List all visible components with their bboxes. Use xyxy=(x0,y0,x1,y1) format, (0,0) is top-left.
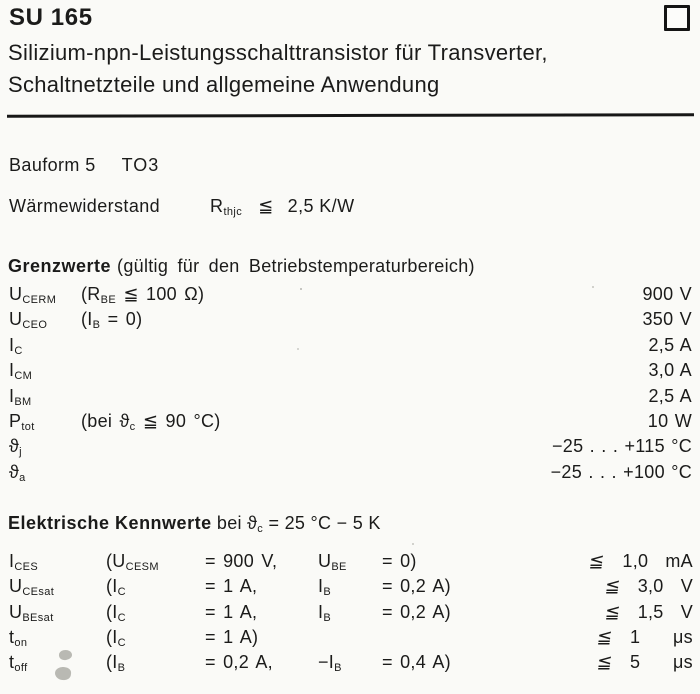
param-value: 3,0 A xyxy=(648,360,692,381)
condition-symbol-2: $U_{BE}$ xyxy=(318,551,347,573)
table-row xyxy=(9,309,692,334)
limit-unit: μs xyxy=(673,626,693,647)
param-symbol: $U_{CEsat}$ xyxy=(9,576,55,599)
param-symbol: $U_{BEsat}$ xyxy=(9,601,54,624)
page-title: SU 165 xyxy=(9,4,93,31)
limit-number: 1,5 xyxy=(637,601,664,622)
param-value: 2,5 A xyxy=(648,385,692,406)
condition-symbol: ($I_C$ xyxy=(106,626,126,649)
param-symbol: $U_{CEO}$ xyxy=(9,309,48,332)
condition-value-2: = 0) xyxy=(382,551,417,571)
package-type: TO3 xyxy=(121,155,160,175)
param-value: 350 V xyxy=(642,309,692,330)
table-row xyxy=(9,602,693,627)
condition-value-2: = 0,2 A) xyxy=(382,601,451,622)
table-row xyxy=(9,652,693,677)
param-value: 10 W xyxy=(647,410,692,431)
thermal-value: 2,5 K/W xyxy=(287,196,355,216)
characteristics-heading xyxy=(8,513,381,535)
param-condition: ($R_{BE}$ ≦ 100 Ω) xyxy=(81,284,205,306)
less-equal-symbol: ≦ xyxy=(603,601,622,622)
ink-smudge xyxy=(54,666,71,681)
less-equal-symbol: ≦ xyxy=(258,196,274,216)
thermal-label: Wärmewiderstand xyxy=(9,196,161,216)
limit-number: 1,0 xyxy=(622,551,649,571)
param-symbol: $U_{CERM}$ xyxy=(9,284,57,306)
param-condition: (bei $ϑ_c$ ≦ 90 °C) xyxy=(81,410,221,433)
param-symbol: $ϑ_a$ xyxy=(9,461,26,484)
thermal-symbol: $R_{thjc}$ xyxy=(210,196,243,218)
table-row xyxy=(9,335,692,360)
condition-symbol: ($I_C$ xyxy=(106,601,126,624)
less-equal-symbol: ≦ xyxy=(595,652,614,673)
table-row xyxy=(9,627,693,652)
condition-value-1: = 0,2 A, xyxy=(205,652,273,673)
condition-symbol-2: $I_B$ xyxy=(318,601,332,624)
condition-symbol: ($I_B$ xyxy=(106,652,126,675)
table-row xyxy=(9,360,692,385)
param-symbol: $I_{CES}$ xyxy=(9,551,39,573)
table-row xyxy=(9,284,692,309)
limits-heading xyxy=(8,256,475,277)
param-symbol: $ϑ_j$ xyxy=(9,436,23,459)
table-row xyxy=(9,436,692,461)
bauform-label: Bauform 5 xyxy=(9,155,96,175)
limits-heading-note: (gültig für den Betriebstemperaturbereich) xyxy=(117,256,475,276)
param-value: −25 . . . +100 °C xyxy=(550,461,692,482)
condition-value-1: = 1 A, xyxy=(205,576,258,597)
header-rule xyxy=(7,113,694,117)
limit-unit: V xyxy=(680,601,693,622)
characteristics-heading-bold: Elektrische Kennwerte xyxy=(8,513,212,533)
limit-unit: μs xyxy=(673,652,693,673)
table-row xyxy=(9,576,693,601)
subtitle-line-1: Silizium-npn-Leistungsschalttransistor für Transverter, xyxy=(8,40,548,65)
limits-heading-bold: Grenzwerte xyxy=(8,256,112,276)
param-symbol: $P_{tot}$ xyxy=(9,410,35,433)
device-description xyxy=(8,37,548,101)
param-condition: $(I_B = 0)$ xyxy=(81,309,143,332)
condition-value-1: = 1 A, xyxy=(205,601,258,622)
table-row xyxy=(9,386,692,411)
bauform-row xyxy=(9,155,159,176)
param-symbol: $I_{BM}$ xyxy=(9,385,32,408)
limit-unit: V xyxy=(680,576,693,597)
limit-number: 5 xyxy=(630,652,641,673)
table-row xyxy=(9,462,692,487)
limit-number: 1 xyxy=(630,626,641,647)
less-equal-symbol: ≦ xyxy=(588,551,607,571)
limit-unit: mA xyxy=(665,551,693,571)
characteristics-heading-note: bei $ϑ_c = 25$ °C − 5 K xyxy=(216,513,381,535)
less-equal-symbol: ≦ xyxy=(595,626,614,647)
table-row xyxy=(9,551,693,576)
page-marker-icon xyxy=(664,5,690,31)
condition-symbol: ($I_C$ xyxy=(106,576,126,599)
condition-symbol-2: $-I_B$ xyxy=(318,652,342,675)
param-value: −25 . . . +115 °C xyxy=(551,436,692,457)
condition-value-2: = 0,4 A) xyxy=(382,652,451,673)
paper-speck xyxy=(300,288,302,290)
limits-table xyxy=(9,284,692,487)
param-value: 900 V xyxy=(642,284,692,304)
condition-symbol: ($U_{CESM}$ xyxy=(106,551,159,573)
characteristics-table xyxy=(9,551,693,677)
param-symbol: $I_C$ xyxy=(9,334,23,357)
condition-symbol-2: $I_B$ xyxy=(318,576,332,599)
condition-value-1: = 1 A) xyxy=(205,626,259,647)
param-symbol: $t_{on}$ xyxy=(9,626,28,649)
limit-number: 3,0 xyxy=(637,576,664,597)
table-row xyxy=(9,411,692,436)
param-symbol: $t_{off}$ xyxy=(9,652,28,675)
condition-value-2: = 0,2 A) xyxy=(382,576,451,597)
subtitle-line-2: Schaltnetzteile und allgemeine Anwendung xyxy=(8,72,440,97)
param-value: 2,5 A xyxy=(648,334,692,355)
thermal-resistance-row xyxy=(9,196,354,218)
param-symbol: $I_{CM}$ xyxy=(9,360,33,383)
less-equal-symbol: ≦ xyxy=(603,576,622,597)
condition-value-1: = 900 V, xyxy=(205,551,278,571)
